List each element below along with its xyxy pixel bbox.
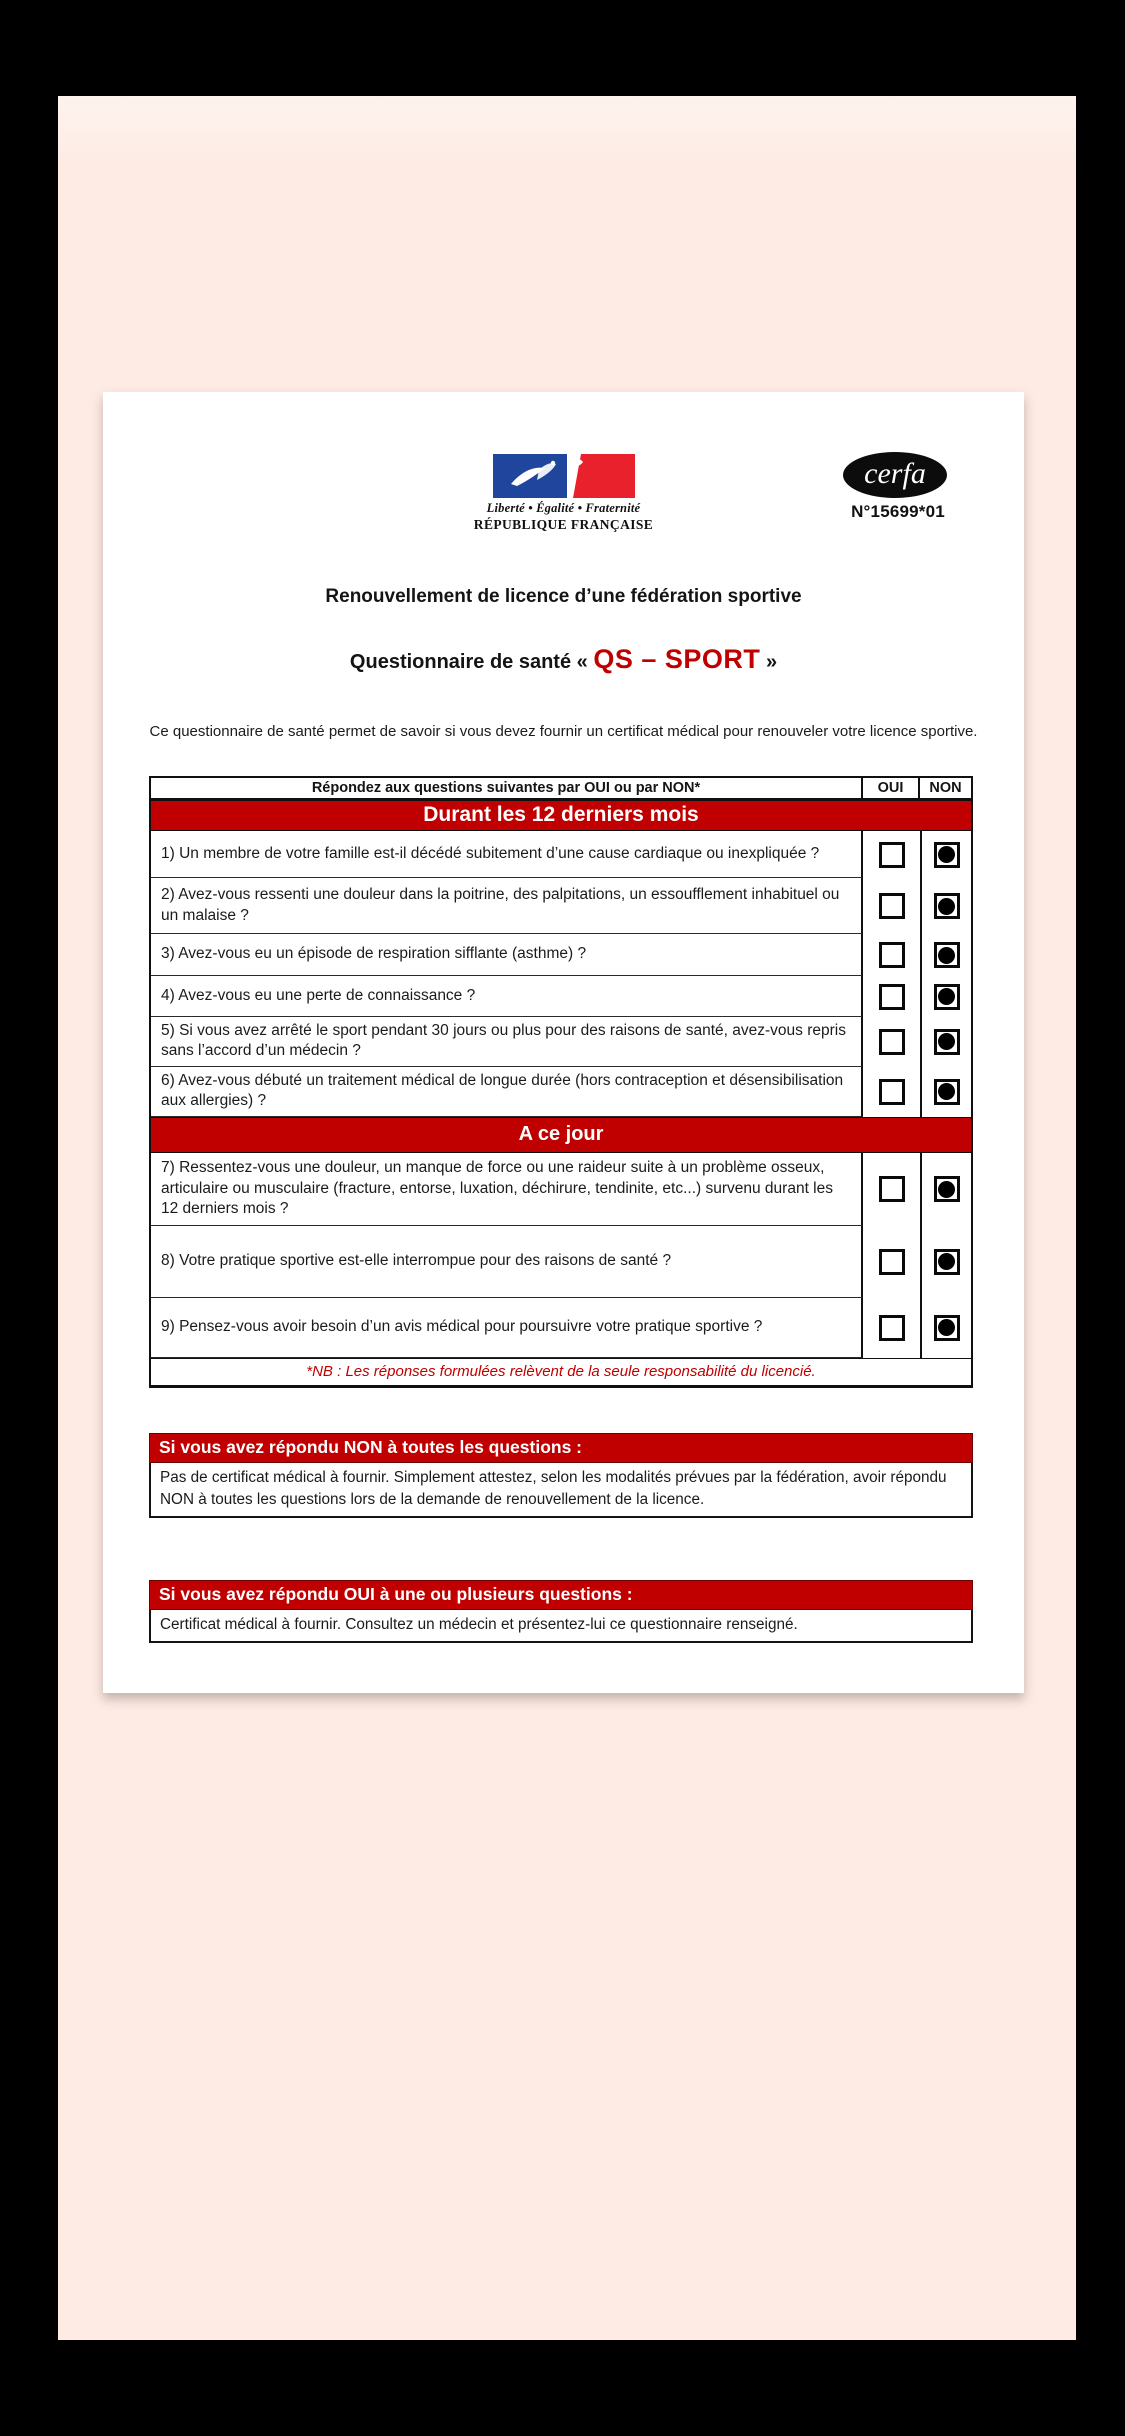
oui-checkbox[interactable] [879,842,905,868]
non-checkbox[interactable] [934,1079,960,1105]
cerfa-oval-icon [843,452,947,498]
question-text: 4) Avez-vous eu une perte de connaissance ? [151,976,863,1017]
oui-checkbox[interactable] [879,1249,905,1275]
non-checkbox[interactable] [934,942,960,968]
question-text: 1) Un membre de votre famille est-il décédé subitement d’une cause cardiaque ou inexpliquée ? [151,831,863,878]
subtitle-suffix: » [760,651,778,673]
questionnaire-subtitle [103,644,1024,675]
motto-text: Liberté • Égalité • Fraternité [486,501,641,515]
table-header-instruction: Répondez aux questions suivantes par OUI ou par NON* [151,778,863,798]
oui-checkbox[interactable] [879,984,905,1010]
question-row [151,1153,971,1226]
question-row [151,1067,971,1117]
result-non-title: Si vous avez répondu NON à toutes les questions : [149,1433,973,1463]
pdf-viewer-background[interactable] [58,96,1076,2340]
oui-checkbox[interactable] [879,942,905,968]
cerfa-label: cerfa [864,456,926,490]
question-row [151,1226,971,1298]
non-checkbox[interactable] [934,1249,960,1275]
question-row [151,934,971,976]
document-title: Renouvellement de licence d’une fédération sportive [325,586,802,607]
oui-checkbox[interactable] [879,893,905,919]
question-text: 9) Pensez-vous avoir besoin d’un avis médical pour poursuivre votre pratique sportive ? [151,1298,863,1358]
table-header-row [151,778,971,800]
question-row [151,878,971,934]
question-text: 3) Avez-vous eu un épisode de respiration sifflante (asthme) ? [151,934,863,976]
result-box-all-non [149,1433,973,1518]
subtitle-prefix: Questionnaire de santé « [349,651,594,673]
column-header-non: NON [929,780,962,796]
oui-checkbox[interactable] [879,1029,905,1055]
oui-checkbox[interactable] [879,1176,905,1202]
question-row [151,976,971,1017]
question-text: 2) Avez-vous ressenti une douleur dans la poitrine, des palpitations, un essoufflement inhabituel ou un malaise ? [151,878,863,934]
result-box-any-oui [149,1580,973,1643]
result-non-body: Pas de certificat médical à fournir. Simplement attestez, selon les modalités prévues par la fédération, avoir répondu NON à toutes les questions lors de la demande de renouvellement de la licence. [149,1463,973,1518]
result-oui-title: Si vous avez répondu OUI à une ou plusieurs questions : [149,1580,973,1610]
question-text: 5) Si vous avez arrêté le sport pendant 30 jours ou plus pour des raisons de santé, avez-vous repris sans l’accord d’un médecin ? [151,1017,863,1067]
qs-sport-highlight: QS – SPORT [593,644,761,674]
non-checkbox[interactable] [934,842,960,868]
question-text: 8) Votre pratique sportive est-elle interrompue pour des raisons de santé ? [151,1226,863,1298]
non-checkbox[interactable] [934,984,960,1010]
section-banner: A ce jour [151,1117,971,1153]
intro-text: Ce questionnaire de santé permet de savoir si vous devez fournir un certificat médical pour renouveler votre licence sportive. [149,723,978,740]
table-footnote: *NB : Les réponses formulées relèvent de la seule responsabilité du licencié. [151,1358,971,1385]
column-header-oui: OUI [863,778,920,798]
question-text: 7) Ressentez-vous une douleur, un manque de force ou une raideur suite à un problème osseux, articulaire ou musculaire (fracture, entorse, luxation, déchirure, tendinite, etc...) survenu durant les 12 derniers mois ? [151,1153,863,1226]
non-checkbox[interactable] [934,893,960,919]
document-header [103,450,1024,560]
non-checkbox[interactable] [934,1315,960,1341]
french-republic-logo [444,454,684,533]
document-page [103,392,1024,1693]
questionnaire-table [149,776,973,1388]
republique-text: RÉPUBLIQUE FRANÇAISE [473,517,654,532]
cerfa-form-number: N°15699*01 [851,502,945,521]
non-checkbox[interactable] [934,1176,960,1202]
section-banner: Durant les 12 derniers mois [151,800,971,831]
non-checkbox[interactable] [934,1029,960,1055]
result-oui-body: Certificat médical à fournir. Consultez un médecin et présentez-lui ce questionnaire renseigné. [149,1610,973,1643]
marianne-flag-icon [493,454,635,498]
oui-checkbox[interactable] [879,1079,905,1105]
question-text: 6) Avez-vous débuté un traitement médical de longue durée (hors contraception et désensibilisation aux allergies) ? [151,1067,863,1117]
question-row [151,831,971,878]
question-row [151,1017,971,1067]
cerfa-logo [843,452,953,522]
oui-checkbox[interactable] [879,1315,905,1341]
question-row [151,1298,971,1358]
